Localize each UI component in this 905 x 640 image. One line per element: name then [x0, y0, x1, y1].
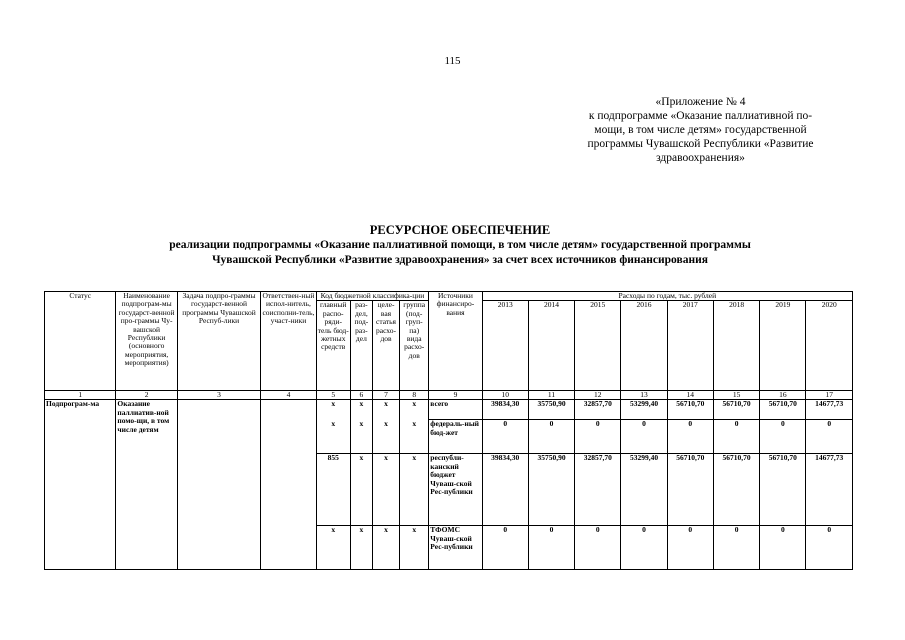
value-cell: 53299,40 — [621, 400, 667, 420]
header-year: 2017 — [667, 301, 713, 391]
resource-table — [44, 291, 853, 570]
header-budget-code: Код бюджетной классифика-ции — [316, 292, 429, 301]
header-year: 2015 — [575, 301, 621, 391]
header-sources: Источники финансиро-вания — [429, 292, 482, 391]
code-gr-cell: x — [316, 420, 350, 454]
code-gr-cell: x — [316, 400, 350, 420]
value-cell: 14677,73 — [806, 400, 853, 420]
column-number: 15 — [713, 391, 759, 400]
value-cell: 35750,90 — [528, 454, 574, 526]
code-vr-cell: x — [400, 526, 429, 570]
page-number: 115 — [444, 55, 461, 67]
source-cell: федераль-ный бюд-жет — [429, 420, 482, 454]
header-task: Задача подпро-граммы государст-венной программы Чувашской Респуб-лики — [177, 292, 261, 391]
heading-line: реализации подпрограммы «Оказание паллиативной помощи, в том числе детям» государственной программы — [169, 239, 751, 251]
value-cell: 0 — [482, 420, 528, 454]
appendix-line: к подпрограмме «Оказание паллиативной по- — [588, 110, 813, 122]
code-rz-cell: x — [350, 454, 372, 526]
header-code-rz: раз-дел, под-раз-дел — [350, 301, 372, 391]
header-year: 2019 — [760, 301, 806, 391]
column-number: 8 — [400, 391, 429, 400]
column-number: 13 — [621, 391, 667, 400]
value-cell: 0 — [575, 526, 621, 570]
heading-line: Чувашской Республики «Развитие здравоохранения» за счет всех источников финансирования — [212, 254, 708, 266]
appendix-note — [548, 95, 853, 165]
value-cell: 0 — [713, 420, 759, 454]
code-rz-cell: x — [350, 420, 372, 454]
document-heading — [60, 222, 860, 268]
code-vr-cell: x — [400, 454, 429, 526]
column-number: 2 — [116, 391, 177, 400]
column-number: 6 — [350, 391, 372, 400]
value-cell: 0 — [621, 526, 667, 570]
header-code-cs: целе-вая статья расхо-дов — [372, 301, 399, 391]
code-cs-cell: x — [372, 420, 399, 454]
task-cell — [177, 400, 261, 570]
header-code-vr: группа (под-груп-па) вида расхо-дов — [400, 301, 429, 391]
header-year: 2018 — [713, 301, 759, 391]
code-rz-cell: x — [350, 400, 372, 420]
header-status: Статус — [45, 292, 116, 391]
header-year: 2013 — [482, 301, 528, 391]
code-gr-cell: 855 — [316, 454, 350, 526]
value-cell: 0 — [575, 420, 621, 454]
value-cell: 56710,70 — [667, 454, 713, 526]
value-cell: 14677,73 — [806, 454, 853, 526]
value-cell: 0 — [528, 420, 574, 454]
column-number: 3 — [177, 391, 261, 400]
value-cell: 39834,30 — [482, 400, 528, 420]
header-row — [45, 292, 853, 301]
source-cell: ТФОМС Чуваш-ской Рес-публики — [429, 526, 482, 570]
appendix-line: программы Чувашской Республики «Развитие — [587, 138, 814, 150]
appendix-line: мощи, в том числе детям» государственной — [594, 124, 807, 136]
source-cell: всего — [429, 400, 482, 420]
value-cell: 53299,40 — [621, 454, 667, 526]
header-name: Наименование подпрограм-мы государст-венной про-граммы Чу-вашской Республики (основного мероприятия, мероприятия) — [116, 292, 177, 391]
column-number: 14 — [667, 391, 713, 400]
column-number: 17 — [806, 391, 853, 400]
value-cell: 56710,70 — [760, 400, 806, 420]
code-vr-cell: x — [400, 400, 429, 420]
value-cell: 0 — [760, 526, 806, 570]
code-cs-cell: x — [372, 454, 399, 526]
value-cell: 0 — [667, 420, 713, 454]
column-number: 1 — [45, 391, 116, 400]
header-responsible: Ответствен-ный испол-нитель, соисполни-тель, участ-ники — [261, 292, 316, 391]
column-number-row — [45, 391, 853, 400]
header-year: 2014 — [528, 301, 574, 391]
header-year: 2016 — [621, 301, 667, 391]
value-cell: 32857,70 — [575, 400, 621, 420]
value-cell: 0 — [713, 526, 759, 570]
value-cell: 0 — [621, 420, 667, 454]
heading-title: РЕСУРСНОЕ ОБЕСПЕЧЕНИЕ — [369, 223, 551, 237]
column-number: 12 — [575, 391, 621, 400]
header-code-gr: главный распо-ряди-тель бюд-жетных средств — [316, 301, 350, 391]
value-cell: 56710,70 — [713, 400, 759, 420]
value-cell: 0 — [482, 526, 528, 570]
value-cell: 0 — [806, 420, 853, 454]
value-cell: 56710,70 — [667, 400, 713, 420]
code-cs-cell: x — [372, 526, 399, 570]
code-rz-cell: x — [350, 526, 372, 570]
code-gr-cell: x — [316, 526, 350, 570]
value-cell: 0 — [760, 420, 806, 454]
source-cell: республи-канский бюджет Чуваш-ской Рес-публики — [429, 454, 482, 526]
value-cell: 0 — [528, 526, 574, 570]
value-cell: 56710,70 — [713, 454, 759, 526]
appendix-line: «Приложение № 4 — [655, 96, 746, 108]
column-number: 10 — [482, 391, 528, 400]
column-number: 5 — [316, 391, 350, 400]
value-cell: 32857,70 — [575, 454, 621, 526]
value-cell: 0 — [667, 526, 713, 570]
name-cell: Оказание паллиатив-ной помо-щи, в том числе детям — [116, 400, 177, 570]
header-year: 2020 — [806, 301, 853, 391]
value-cell: 35750,90 — [528, 400, 574, 420]
value-cell: 39834,30 — [482, 454, 528, 526]
table-row — [45, 400, 853, 420]
column-number: 4 — [261, 391, 316, 400]
column-number: 11 — [528, 391, 574, 400]
header-expenses: Расходы по годам, тыс. рублей — [482, 292, 852, 301]
responsible-cell — [261, 400, 316, 570]
status-cell: Подпрограм-ма — [45, 400, 116, 570]
value-cell: 56710,70 — [760, 454, 806, 526]
column-number: 16 — [760, 391, 806, 400]
value-cell: 0 — [806, 526, 853, 570]
column-number: 9 — [429, 391, 482, 400]
code-cs-cell: x — [372, 400, 399, 420]
column-number: 7 — [372, 391, 399, 400]
appendix-line: здравоохранения» — [656, 152, 745, 164]
code-vr-cell: x — [400, 420, 429, 454]
